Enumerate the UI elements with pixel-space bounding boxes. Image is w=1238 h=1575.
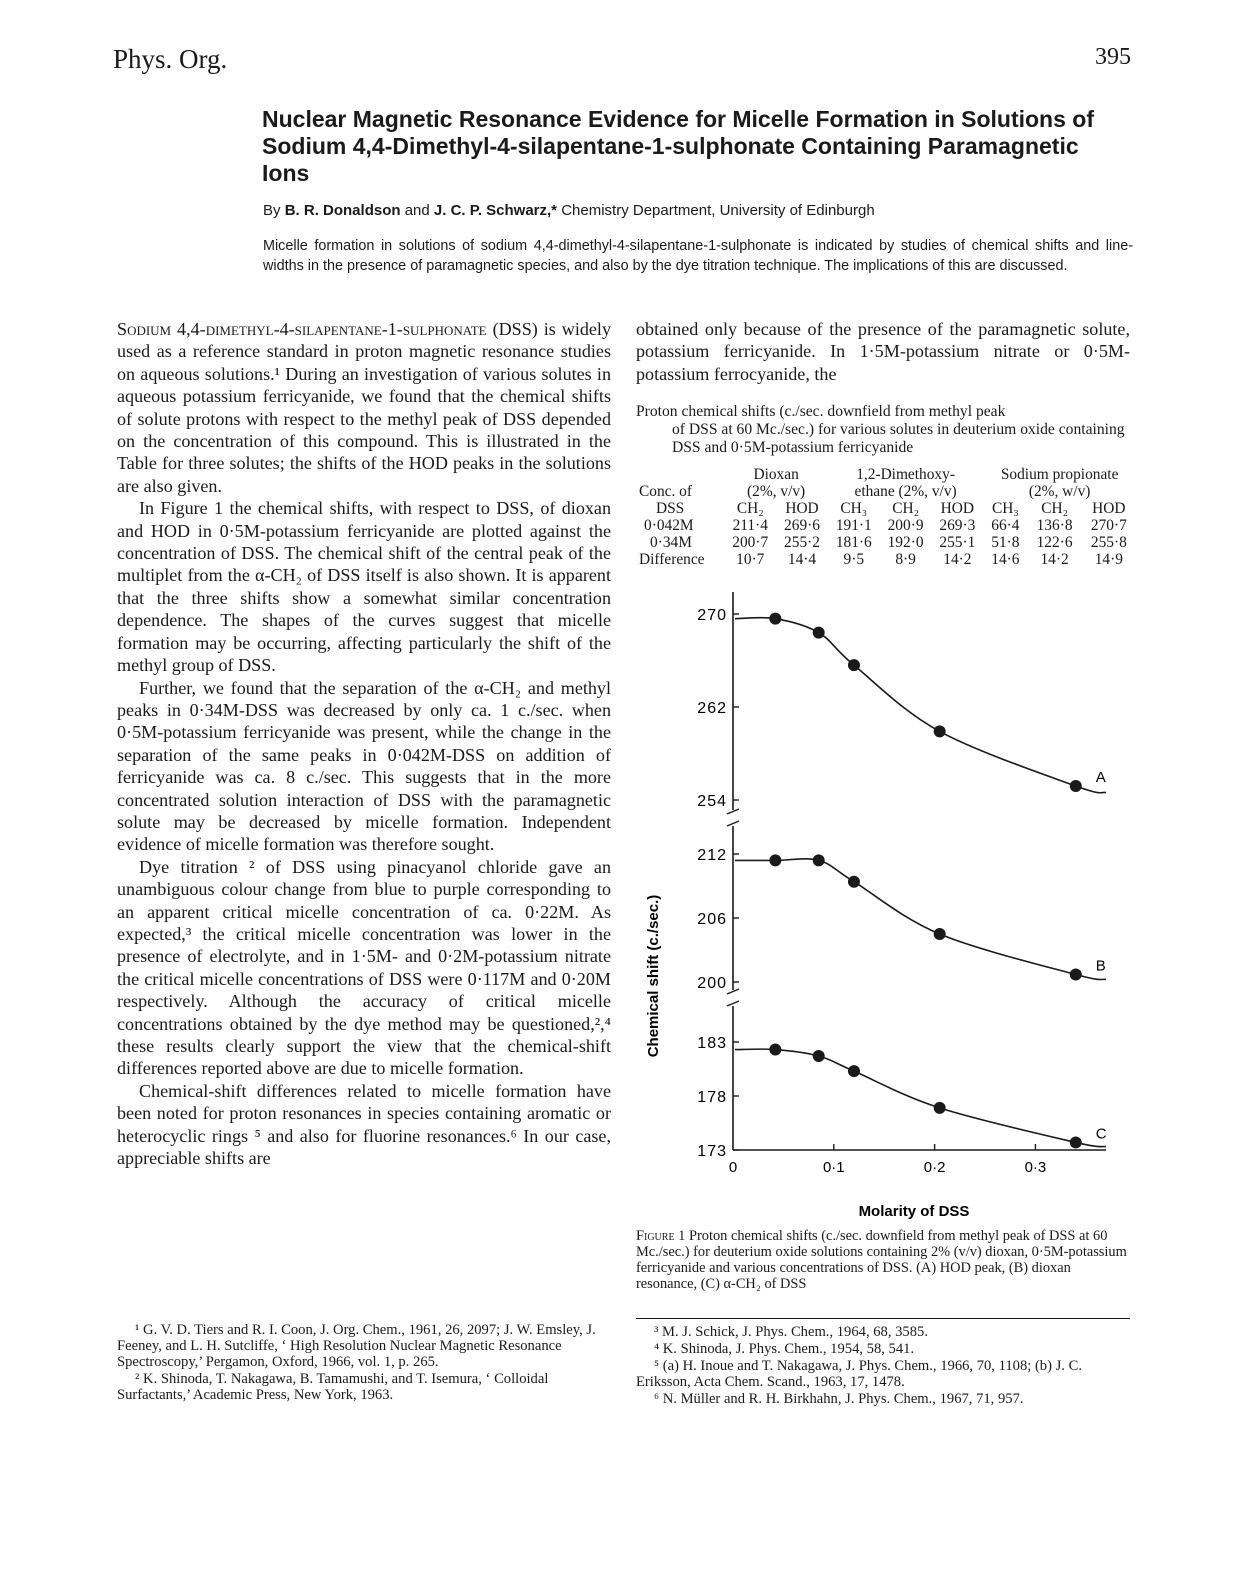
table-cell: 51·8 — [991, 534, 1020, 551]
table-cell: 66·4 — [991, 517, 1020, 534]
running-header-journal: Phys. Org. — [113, 44, 228, 74]
body-column-left — [117, 318, 611, 1169]
figure-1-chart — [636, 588, 1136, 1224]
data-point-C — [934, 1102, 946, 1114]
table-cell: 14·2 — [1040, 551, 1069, 568]
series-label-A: A — [1095, 769, 1106, 787]
table-row — [636, 517, 1136, 534]
table-cell: 14·2 — [943, 551, 972, 568]
table-row-label: Difference — [639, 551, 705, 568]
table-cell: 136·8 — [1036, 517, 1073, 534]
paragraph-2: In Figure 1 the chemical shifts, with respect to DSS, of dioxan and HOD in 0·5M-potassium ferricyanide are plotted against the concentration of DSS. The chemical shift of the central peak of the multiplet from the α-CH₂ of DSS itself is also shown. It is apparent that the three shifts show a somewhat similar concentration dependence. The shapes of the curves suggest that micelle formation may be occurring, affecting particularly the shift of the methyl group of DSS. — [117, 498, 611, 676]
table-group-header: 1,2-Dimethoxy- — [856, 466, 955, 483]
footnotes-left — [117, 1322, 611, 1404]
table-cell: 192·0 — [887, 534, 924, 551]
table-row — [636, 551, 1136, 568]
y-tick-label: 200 — [697, 975, 727, 992]
table-header-row — [636, 500, 1136, 517]
author-2: J. C. P. Schwarz,* — [433, 202, 558, 219]
footnote-5: ⁵ (a) H. Inoue and T. Nakagawa, J. Phys. Chem., 1966, 70, 1108; (b) J. C. Eriksson, Acta Chem. Scand., 1963, 17, 1478. — [636, 1358, 1082, 1390]
y-tick-label: 212 — [697, 847, 727, 864]
footnotes-right — [636, 1324, 1130, 1408]
footnote-3: ³ M. J. Schick, J. Phys. Chem., 1964, 68, 3585. — [654, 1324, 928, 1340]
shift-table — [636, 466, 1136, 568]
y-tick-label: 270 — [697, 607, 727, 624]
paragraph-1 — [117, 318, 611, 497]
y-tick-label: 183 — [697, 1035, 727, 1052]
table-column-header: CH₂ — [1041, 500, 1068, 517]
table-group-header: Sodium propionate — [1000, 466, 1119, 483]
series-label-B: B — [1095, 957, 1106, 975]
x-tick-label: 0·2 — [923, 1159, 946, 1176]
paragraph-4: Dye titration ² of DSS using pinacyanol chloride gave an unambiguous colour change from blue to purple corresponding to an apparent critical micelle concentration of ca. 0·22M. As expected,³ the critical micelle concentration was lower in the presence of electrolyte, and in 1·5M- and 0·2M-potassium nitrate the critical micelle concentrations of DSS were 0·117M and 0·20M respectively. Although the accuracy of critical micelle concentrations obtained by the dye method may be questioned,²,⁴ these results clearly support the view that the chemical-shift differences reported above are due to micelle formation. — [117, 856, 611, 1079]
table-cell: 181·6 — [835, 534, 872, 551]
figure-caption-label: Figure 1 — [636, 1228, 686, 1244]
paragraph-right-1: obtained only because of the presence of the paramagnetic solute, potassium ferricyanide. In 1·5M-potassium nitrate or 0·5M-potassium ferrocyanide, the — [636, 319, 1130, 384]
table-group-sub: (2%, w/v) — [1028, 483, 1091, 500]
data-point-A — [813, 627, 825, 639]
figure-caption — [636, 1228, 1130, 1292]
data-point-A — [1070, 780, 1082, 792]
paragraph-3: Further, we found that the separation of the α-CH₂ and methyl peaks in 0·34M-DSS was decreased by only ca. 1 c./sec. when 0·5M-potassium ferricyanide was present, while the change in the separation of the same peaks in 0·042M-DSS on addition of ferricyanide was ca. 8 c./sec. This suggests that in the more concentrated solution interaction of DSS with the paramagnetic solute may be decreased by micelle formation. Independent evidence of micelle formation was therefore sought. — [117, 677, 611, 855]
paragraph-1-lead: Sodium 4,4-dimethyl-4-silapentane-1-sulphonate — [117, 319, 487, 339]
table-cell: 9·5 — [843, 551, 865, 568]
table-cell: 14·4 — [787, 551, 817, 568]
footnote-2: ² K. Shinoda, T. Nakagawa, B. Tamamushi, and T. Isemura, ‘ Colloidal Surfactants,’ Academic Press, New York, 1963. — [117, 1371, 549, 1403]
x-axis-label: Molarity of DSS — [858, 1203, 970, 1220]
table-cell: 14·6 — [991, 551, 1020, 568]
table-column-header: CH₃ — [991, 500, 1019, 517]
paragraph-1-text: (DSS) is widely used as a reference standard in proton magnetic resonance studies on aqueous solutions.¹ During an investigation of various solutes in aqueous potassium ferricyanide, we found that the chemical shifts of solute protons with respect to the methyl peak of DSS depended on the concentration of this compound. This is illustrated in the Table for three solutes; the shifts of the HOD peaks in the solutions are also given. — [117, 319, 611, 496]
table-cell: 200·7 — [732, 534, 769, 551]
table-cell: 269·6 — [784, 517, 820, 534]
y-axis-label: Chemical shift (c./sec.) — [645, 894, 662, 1058]
table-cell: 191·1 — [835, 517, 872, 534]
table-column-header: HOD — [940, 500, 975, 517]
data-point-A — [769, 613, 781, 625]
series-line-B — [735, 859, 1106, 980]
axis-break-mark — [727, 1001, 739, 1006]
table-cell: 255·8 — [1090, 534, 1127, 551]
data-point-B — [769, 854, 781, 866]
axis-break-mark — [727, 821, 739, 826]
x-tick-label: 0·3 — [1024, 1159, 1047, 1176]
x-tick-label: 0 — [728, 1159, 738, 1176]
data-point-C — [848, 1065, 860, 1077]
article-title: Nuclear Magnetic Resonance Evidence for Micelle Formation in Solutions of Sodium 4,4-Dimethyl-4-silapentane-1-sulphonate Containing Paramagnetic Ions — [262, 106, 1094, 186]
table-column-header: CH₃ — [840, 500, 868, 517]
table-cell: 211·4 — [732, 517, 768, 534]
y-tick-label: 206 — [697, 911, 727, 928]
data-point-C — [813, 1050, 825, 1062]
affiliation: Chemistry Department, University of Edinburgh — [561, 202, 875, 219]
data-point-C — [769, 1044, 781, 1056]
table-row-label: 0·042M — [644, 517, 694, 534]
table-conc-label: Conc. of — [639, 483, 693, 500]
data-point-B — [934, 928, 946, 940]
table-column-header: CH₂ — [892, 500, 919, 517]
footnote-divider — [636, 1318, 1130, 1319]
table-caption-rest: of DSS at 60 Mc./sec.) for various solutes in deuterium oxide containing DSS and 0·5M-potassium ferricyanide — [672, 421, 1125, 456]
table-caption — [636, 403, 1130, 457]
table-cell: 8·9 — [895, 551, 916, 568]
table-conc-label-2: DSS — [656, 500, 685, 517]
table-group-sub: ethane (2%, v/v) — [854, 483, 957, 500]
byline-and: and — [404, 202, 430, 219]
table-group-row — [636, 466, 1136, 483]
y-tick-label: 254 — [697, 793, 727, 810]
x-tick-label: 0·1 — [822, 1159, 845, 1176]
y-tick-label: 173 — [697, 1143, 727, 1160]
table-column-header: HOD — [785, 500, 819, 517]
byline — [263, 202, 1133, 219]
table-cell: 255·2 — [784, 534, 820, 551]
data-point-A — [848, 659, 860, 671]
data-point-B — [813, 854, 825, 866]
series-line-C — [735, 1049, 1106, 1147]
table-group-header: Dioxan — [753, 466, 799, 483]
body-column-right — [636, 318, 1130, 385]
data-point-C — [1070, 1136, 1082, 1148]
author-1: B. R. Donaldson — [284, 202, 401, 219]
y-tick-label: 262 — [697, 700, 727, 717]
abstract: Micelle formation in solutions of sodium 4,4-dimethyl-4-silapentane-1-sulphonate is indicated by studies of chemical shifts and line-widths in the presence of paramagnetic species, and also by the dye titration technique. The implications of this are discussed. — [263, 238, 1133, 274]
table-subgroup-row — [636, 483, 1136, 500]
data-point-A — [934, 725, 946, 737]
byline-by: By — [263, 202, 281, 219]
table-group-sub: (2%, v/v) — [747, 483, 806, 500]
table-cell: 270·7 — [1090, 517, 1127, 534]
figure-caption-text: Proton chemical shifts (c./sec. downfield from methyl peak of DSS at 60 Mc./sec.) for deuterium oxide solutions containing 2% (v/v) dioxan, 0·5M-potassium ferricyanide and various concentrations of DSS. (A) HOD peak, (B) dioxan resonance, (C) α-CH₂ of DSS — [636, 1228, 1127, 1292]
table-row-label: 0·34M — [650, 534, 692, 551]
y-tick-label: 178 — [697, 1089, 727, 1106]
series-label-C: C — [1095, 1125, 1107, 1143]
footnote-6: ⁶ N. Müller and R. H. Birkhahn, J. Phys. Chem., 1967, 71, 957. — [654, 1391, 1024, 1407]
data-point-B — [1070, 969, 1082, 981]
table-column-header: HOD — [1092, 500, 1126, 517]
data-point-B — [848, 876, 860, 888]
page-number: 395 — [1095, 44, 1131, 70]
footnote-4: ⁴ K. Shinoda, J. Phys. Chem., 1954, 58, 541. — [654, 1341, 915, 1357]
table-cell: 14·9 — [1094, 551, 1123, 568]
table-row — [636, 534, 1136, 551]
footnote-1: ¹ G. V. D. Tiers and R. I. Coon, J. Org. Chem., 1961, 26, 2097; J. W. Emsley, J. Feeney, and L. H. Sutcliffe, ‘ High Resolution Nuclear Magnetic Resonance Spectroscopy,’ Pergamon, Oxford, 1966, vol. 1, p. 265. — [117, 1322, 596, 1370]
table-caption-line1: Proton chemical shifts (c./sec. downfield from methyl peak — [636, 403, 1006, 420]
paragraph-5: Chemical-shift differences related to micelle formation have been noted for proton resonances in species containing aromatic or heterocyclic rings ⁵ and also for fluorine resonances.⁶ In our case, appreciable shifts are — [117, 1080, 611, 1169]
series-line-A — [735, 618, 1106, 793]
table-cell: 200·9 — [887, 517, 924, 534]
table-column-header: CH₂ — [736, 500, 764, 517]
table-cell: 122·6 — [1036, 534, 1073, 551]
table-cell: 10·7 — [736, 551, 765, 568]
table-cell: 269·3 — [939, 517, 976, 534]
table-cell: 255·1 — [939, 534, 976, 551]
